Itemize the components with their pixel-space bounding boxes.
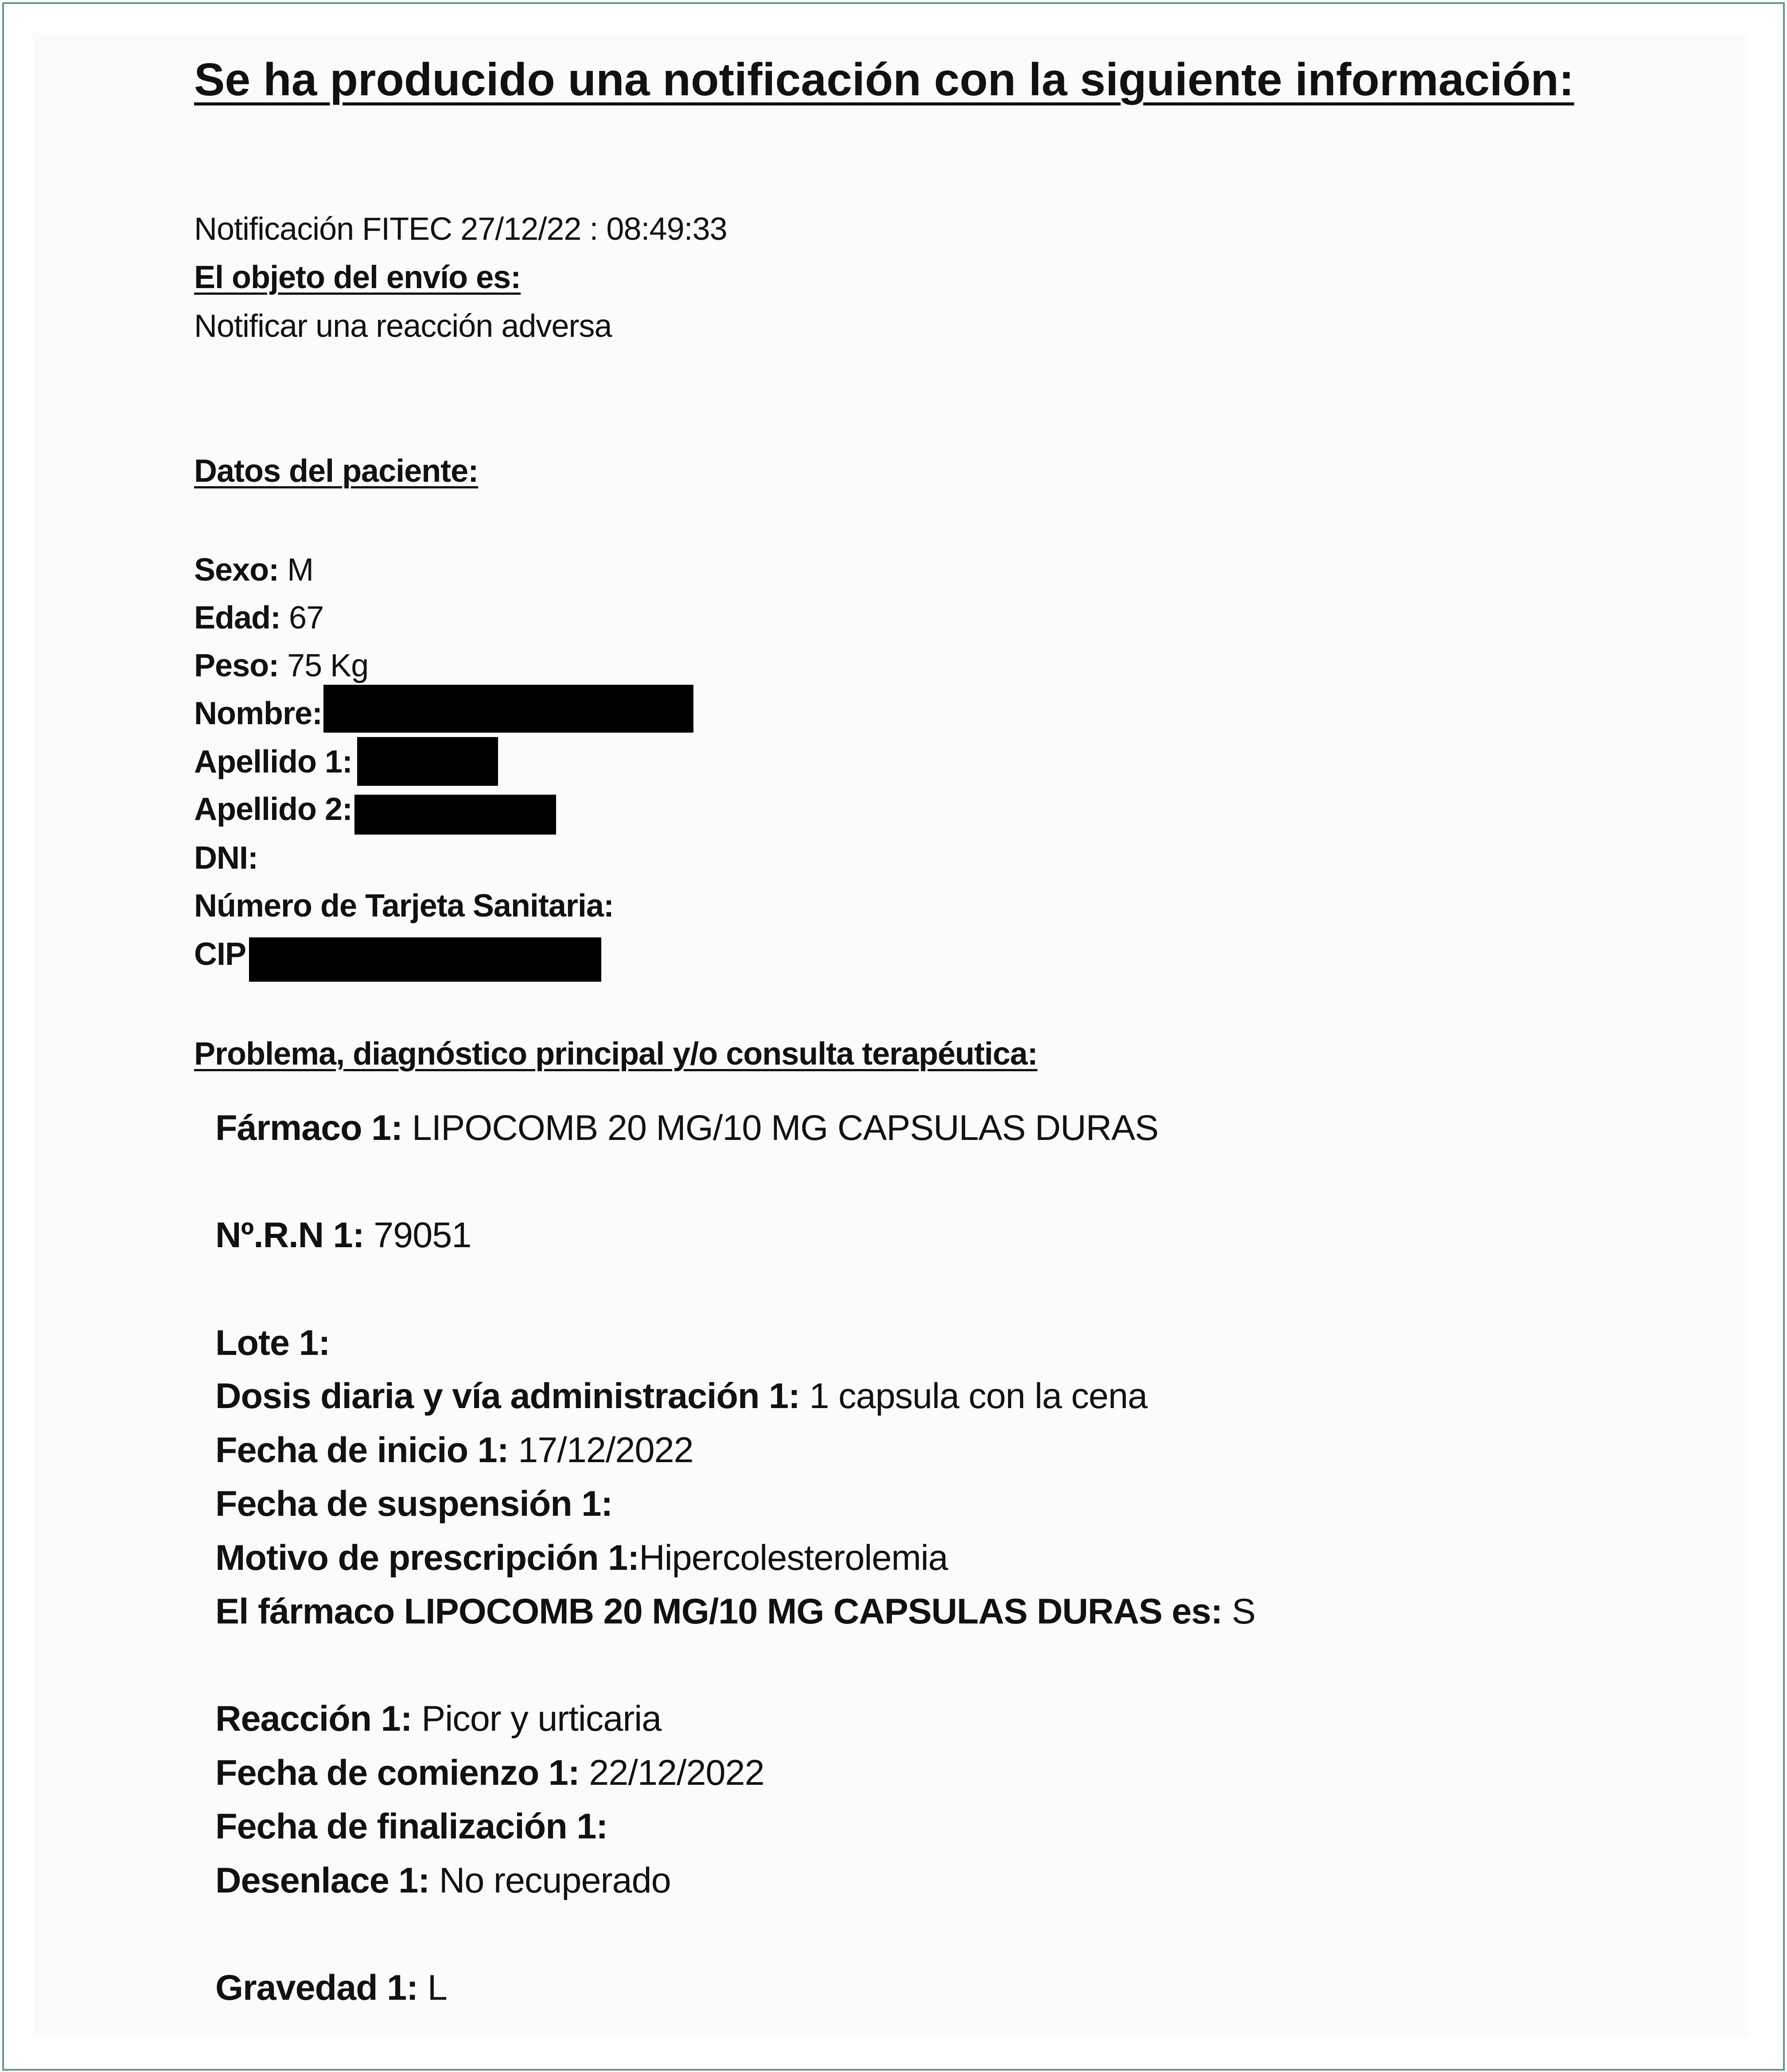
field-dosis xyxy=(215,1378,1147,1414)
field-label: Peso: xyxy=(194,648,279,683)
field-label: Fecha de inicio 1: xyxy=(215,1430,509,1470)
field-label: El fármaco LIPOCOMB 20 MG/10 MG CAPSULAS DURAS es: xyxy=(215,1592,1222,1631)
field-value: 17/12/2022 xyxy=(518,1430,693,1470)
field-cip-label: CIP xyxy=(194,936,246,972)
notification-line: Notificación FITEC 27/12/22 : 08:49:33 xyxy=(194,211,727,247)
field-value: LIPOCOMB 20 MG/10 MG CAPSULAS DURAS xyxy=(412,1108,1159,1148)
field-label: Nº.R.N 1: xyxy=(215,1215,364,1255)
field-motivo xyxy=(215,1540,948,1576)
field-apellido2-label: Apellido 2: xyxy=(194,792,353,827)
field-value: 75 Kg xyxy=(287,648,369,683)
field-comienzo xyxy=(215,1755,764,1791)
field-value: No recuperado xyxy=(439,1861,671,1900)
field-nrn xyxy=(215,1217,471,1253)
field-peso xyxy=(194,650,368,682)
field-value: M xyxy=(287,552,314,588)
object-heading: El objeto del envío es: xyxy=(194,260,521,295)
field-label: Edad: xyxy=(194,600,281,636)
document-title: Se ha producido una notificación con la siguiente información: xyxy=(194,54,1574,105)
object-value: Notificar una reacción adversa xyxy=(194,308,612,344)
field-label: Sexo: xyxy=(194,552,279,588)
field-label: Desenlace 1: xyxy=(215,1861,430,1900)
field-label: Fármaco 1: xyxy=(215,1108,403,1148)
field-edad xyxy=(194,602,323,634)
field-value: 1 capsula con la cena xyxy=(809,1376,1148,1416)
problem-heading: Problema, diagnóstico principal y/o consulta terapéutica: xyxy=(194,1036,1038,1072)
field-es xyxy=(215,1594,1255,1630)
field-reaccion xyxy=(215,1701,661,1737)
field-desenlace xyxy=(215,1863,671,1899)
field-inicio xyxy=(215,1432,693,1468)
field-finalizacion-label: Fecha de finalización 1: xyxy=(215,1807,608,1846)
field-value: 22/12/2022 xyxy=(589,1753,764,1793)
field-farmaco xyxy=(215,1110,1158,1146)
field-lote-label: Lote 1: xyxy=(215,1323,330,1363)
field-label: Fecha de comienzo 1: xyxy=(215,1753,580,1793)
field-value: S xyxy=(1231,1592,1256,1631)
field-value: L xyxy=(427,1968,447,2008)
field-label: Motivo de prescripción 1: xyxy=(215,1538,639,1578)
field-gravedad xyxy=(215,1970,447,2006)
field-tarjeta-label: Número de Tarjeta Sanitaria: xyxy=(194,888,614,924)
redaction-apellido1 xyxy=(357,737,498,786)
redaction-nombre xyxy=(323,685,693,733)
field-dni-label: DNI: xyxy=(194,840,258,876)
field-value: Hipercolesterolemia xyxy=(639,1538,948,1578)
field-value: 79051 xyxy=(374,1215,471,1255)
field-value: Picor y urticaria xyxy=(421,1699,662,1739)
redaction-apellido2 xyxy=(354,795,556,835)
redaction-cip xyxy=(249,937,601,982)
field-label: Reacción 1: xyxy=(215,1699,412,1739)
field-label: Dosis diaria y vía administración 1: xyxy=(215,1376,800,1416)
patient-heading: Datos del paciente: xyxy=(194,453,479,489)
field-suspension-label: Fecha de suspensión 1: xyxy=(215,1484,613,1524)
field-value: 67 xyxy=(289,600,324,636)
field-nombre-label: Nombre: xyxy=(194,696,323,731)
field-label: Gravedad 1: xyxy=(215,1968,418,2008)
field-sexo xyxy=(194,554,313,586)
field-apellido1-label: Apellido 1: xyxy=(194,744,353,780)
